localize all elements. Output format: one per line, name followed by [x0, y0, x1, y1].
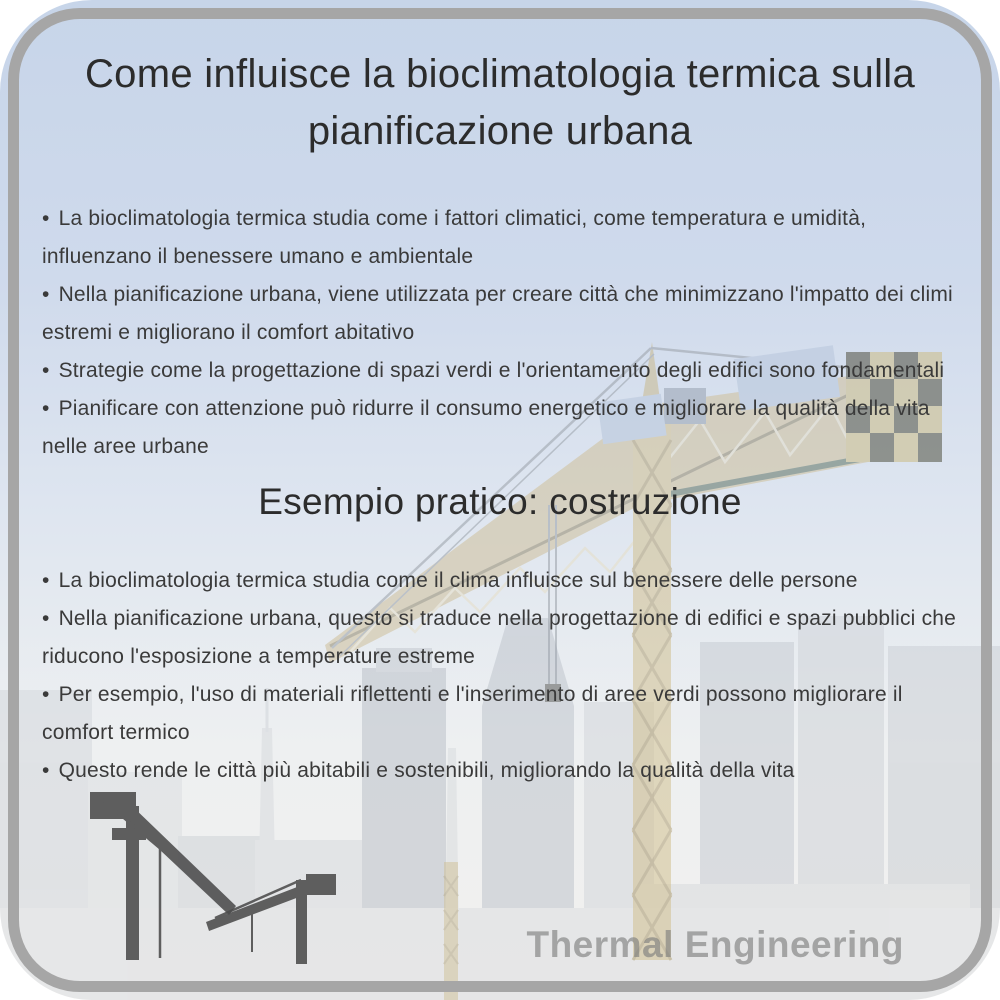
- bullet-item: [42, 676, 958, 752]
- bullet-text: Per esempio, l'uso di materiali riflettenti e l'inserimento di aree verdi possono migliorare il comfort termico: [42, 683, 903, 744]
- bullet-marker: •: [42, 359, 50, 382]
- bullet-item: [42, 562, 958, 600]
- bullet-item: [42, 390, 958, 466]
- page-title: [48, 46, 952, 160]
- bullet-text: La bioclimatologia termica studia come il clima influisce sul benessere delle persone: [58, 569, 858, 592]
- bullet-text: La bioclimatologia termica studia come i fattori climatici, come temperatura e umidità, influenzano il benessere umano e ambientale: [42, 207, 867, 268]
- bullet-marker: •: [42, 683, 50, 706]
- bullet-item: [42, 200, 958, 276]
- bullet-item: [42, 752, 958, 790]
- bullet-marker: •: [42, 569, 50, 592]
- title-line-1: Come influisce la bioclimatologia termica sulla: [85, 52, 915, 96]
- watermark: Thermal Engineering: [526, 924, 904, 965]
- bullet-item: [42, 600, 958, 676]
- bullet-marker: •: [42, 283, 50, 306]
- example-bullet-list: [0, 562, 1000, 790]
- bullet-item: [42, 352, 958, 390]
- bullet-text: Strategie come la progettazione di spazi verdi e l'orientamento degli edifici sono fondamentali: [58, 359, 945, 382]
- title-line-2: pianificazione urbana: [307, 109, 693, 153]
- bullet-marker: •: [42, 207, 50, 230]
- bullet-text: Nella pianificazione urbana, viene utilizzata per creare città che minimizzano l'impatto dei climi estremi e migliorano il comfort abitativo: [42, 283, 953, 344]
- bullet-marker: •: [42, 759, 50, 782]
- bullet-text: Questo rende le città più abitabili e sostenibili, migliorando la qualità della vita: [58, 759, 795, 782]
- bullet-item: [42, 276, 958, 352]
- bullet-marker: •: [42, 607, 50, 630]
- intro-bullet-list: [0, 200, 1000, 466]
- bullet-text: Nella pianificazione urbana, questo si traduce nella progettazione di edifici e spazi pubblici che riducono l'esposizione a temperature estreme: [42, 607, 957, 668]
- section-heading: Esempio pratico: costruzione: [258, 481, 742, 522]
- bullet-text: Pianificare con attenzione può ridurre il consumo energetico e migliorare la qualità della vita nelle aree urbane: [42, 397, 930, 458]
- bullet-marker: •: [42, 397, 50, 420]
